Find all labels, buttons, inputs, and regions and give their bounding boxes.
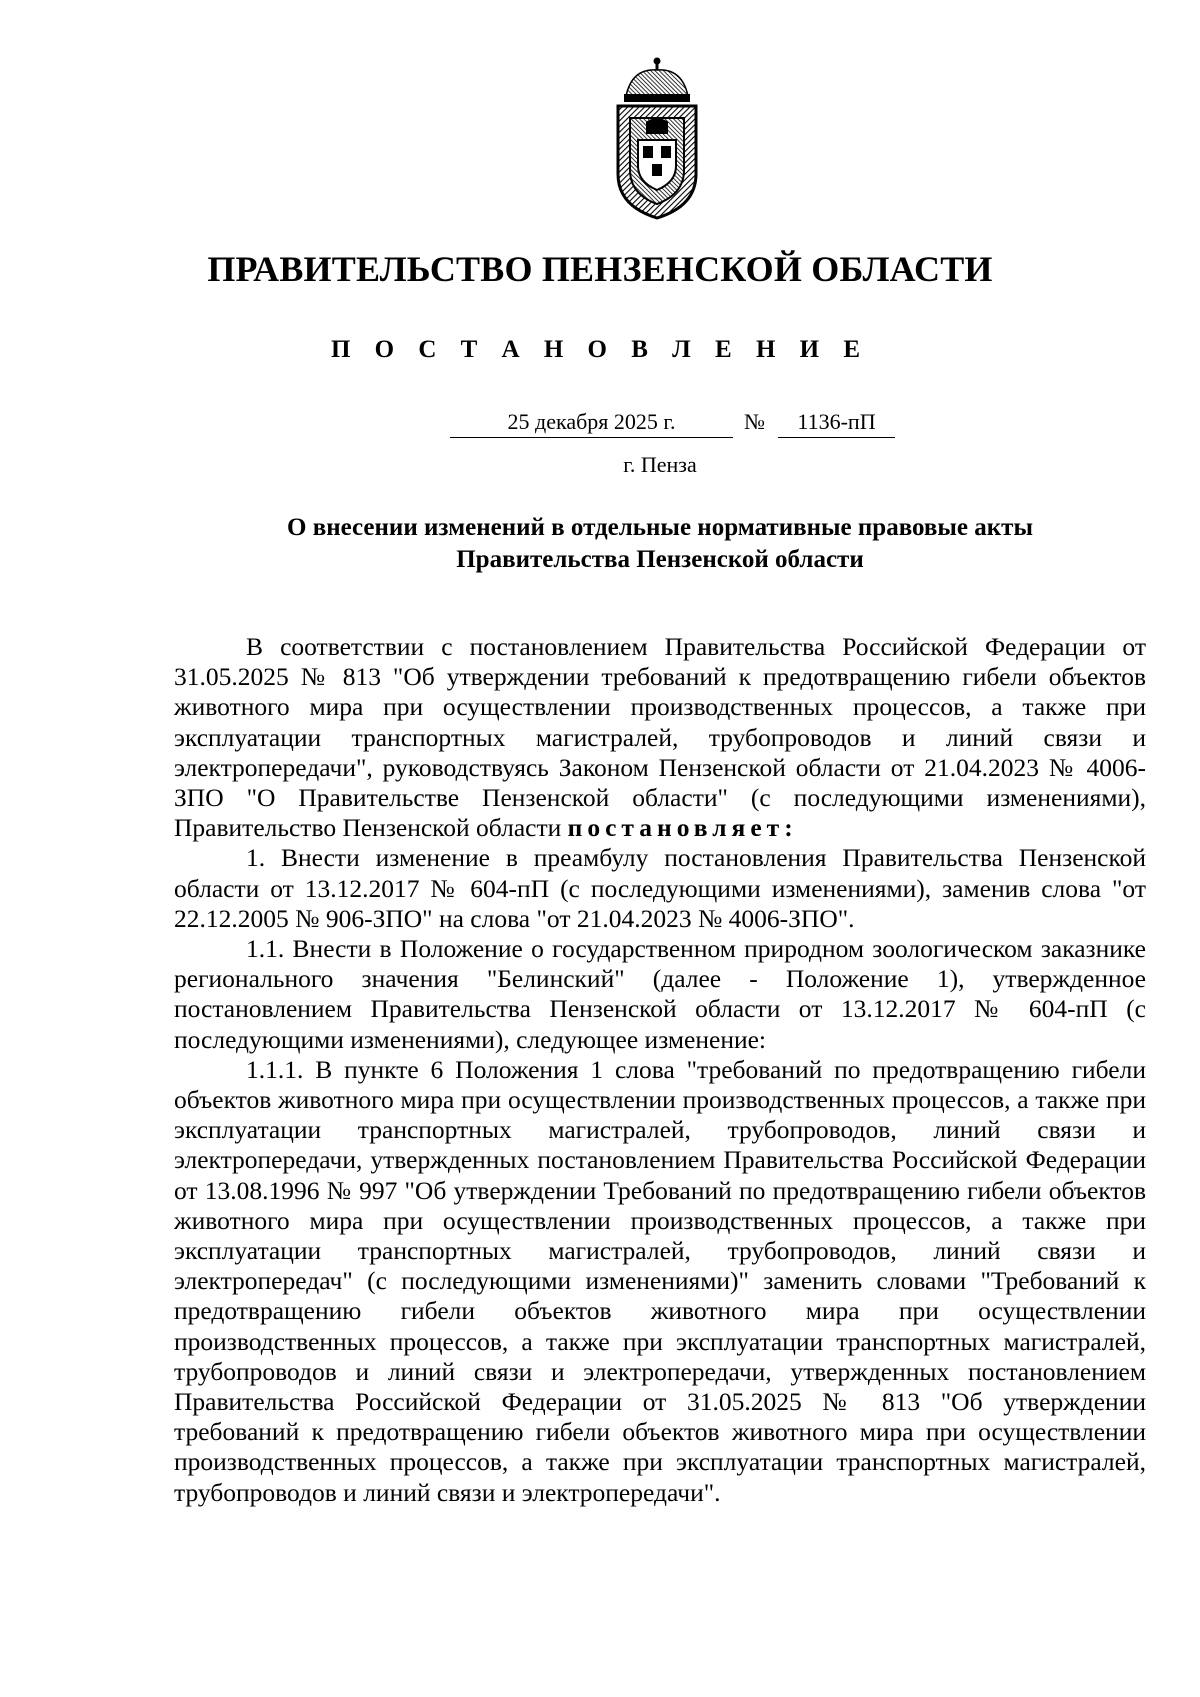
coat-of-arms-icon bbox=[610, 56, 704, 222]
clause-1-1: 1.1. Внести в Положение о государственном природном зоологическом заказнике регионального значения "Белинский" (далее - Положение 1), утвержденное постановлением Правительства Пензенской области от 13.12.2017 № 604-пП (с последующими изменениями), следующее изменение: bbox=[174, 934, 1146, 1054]
subject-line-1: О внесении изменений в отдельные нормативные правовые акты bbox=[287, 514, 1033, 541]
document-date: 25 декабря 2025 г. bbox=[450, 409, 733, 438]
document-number: 1136-пП bbox=[778, 409, 895, 438]
resolves-word: постановляет: bbox=[567, 813, 798, 843]
number-sign: № bbox=[744, 409, 765, 434]
preamble-text: В соответствии с постановлением Правительства Российской Федерации от 31.05.2025 № 813 "Об утверждении требований к предотвращению гибели объектов животного мира при осуществлении производственных процессов, а также при эксплуатации транспортных магистралей, трубопроводов и линий связи и электропередачи", руководствуясь Законом Пензенской области от 21.04.2023 № 4006-ЗПО "О Правительстве Пензенской области" (с последующими изменениями), Правительство Пензенской области bbox=[174, 632, 1146, 843]
clause-1: 1. Внести изменение в преамбулу постановления Правительства Пензенской области от 13.12.2017 № 604-пП (с последующими изменениями), заменив слова "от 22.12.2005 № 906-ЗПО" на слова "от 21.04.2023 № 4006-ЗПО". bbox=[174, 843, 1146, 933]
city: г. Пенза bbox=[623, 452, 697, 477]
date-number-line bbox=[450, 409, 895, 443]
government-title: ПРАВИТЕЛЬСТВО ПЕНЗЕНСКОЙ ОБЛАСТИ bbox=[207, 249, 993, 289]
preamble-paragraph bbox=[174, 632, 1146, 843]
clause-1-1-1: 1.1.1. В пункте 6 Положения 1 слова "требований по предотвращению гибели объектов животного мира при осуществлении производственных процессов, а также при эксплуатации транспортных магистралей, трубопроводов, линий связи и электропередачи, утвержденных постановлением Правительства Российской Федерации от 13.08.1996 № 997 "Об утверждении Требований по предотвращению гибели объектов животного мира при осуществлении производственных процессов, а также при эксплуатации транспортных магистралей, трубопроводов, линий связи и электропередач" (с последующими изменениями)" заменить словами "Требований к предотвращению гибели объектов животного мира при осуществлении производственных процессов, а также при эксплуатации транспортных магистралей, трубопроводов и линий связи и электропередачи, утвержденных постановлением Правительства Российской Федерации от 31.05.2025 № 813 "Об утверждении требований к предотвращению гибели объектов животного мира при осуществлении производственных процессов, а также при эксплуатации транспортных магистралей, трубопроводов и линий связи и электропередачи". bbox=[174, 1054, 1146, 1507]
document-subject bbox=[200, 512, 1120, 576]
subject-line-2: Правительства Пензенской области bbox=[456, 546, 864, 573]
document-type: П О С Т А Н О В Л Е Н И Е bbox=[330, 336, 870, 363]
document-body bbox=[174, 632, 1146, 1508]
